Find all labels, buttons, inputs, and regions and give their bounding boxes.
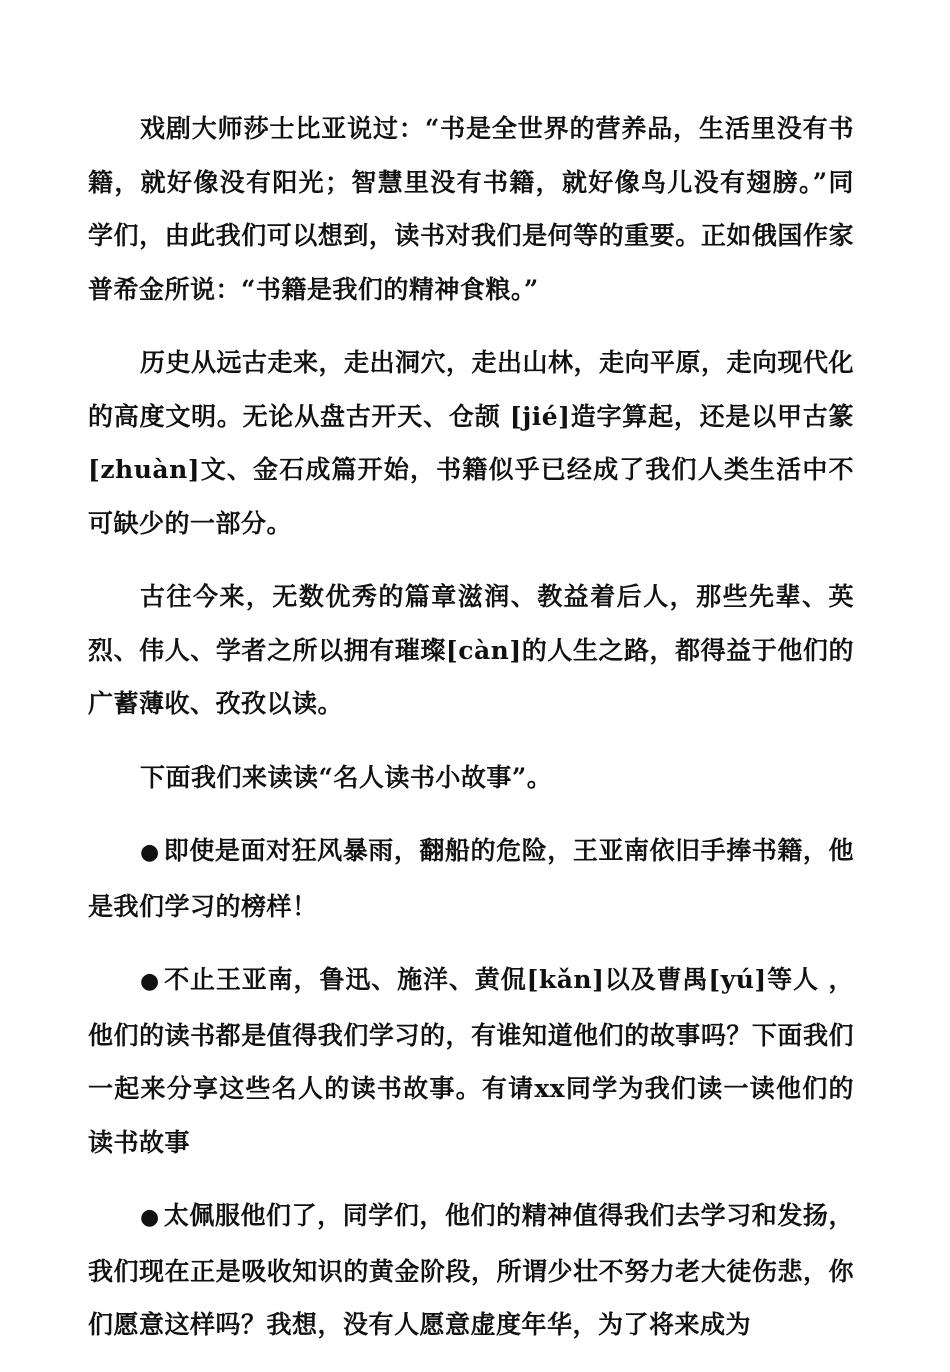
paragraph-stories-intro: 下面我们来读读“名人读书小故事”。: [140, 762, 553, 792]
document-body: [88, 102, 854, 1372]
bullet-learn-spirit: ● 太佩服他们了，同学们，他们的精神值得我们去学习和发扬，我们现在正是吸收知识的黄金阶段，所谓少壮不努力老大徒伤悲，你们愿意这样吗？我想，没有人愿意虚度年华，为了将来成为: [88, 1189, 854, 1352]
paragraph-shakespeare-quote: 戏剧大师莎士比亚说过：“书是全世界的营养品，生活里没有书籍，就好像没有阳光；智慧里没有书籍，就好像鸟儿没有翅膀。”同学们，由此我们可以想到，读书对我们是何等的重要。正如俄国作家普希金所说：“书籍是我们的精神食粮。”: [88, 114, 854, 304]
paragraph-history-of-books: 历史从远古走来，走出洞穴，走出山林，走向平原，走向现代化的高度文明。无论从盘古开天、仓颉 [jié]造字算起，还是以甲古篆[zhuàn]文、金石成篇开始，书籍似乎已经成了我们人类生活中不可缺少的一部分。: [88, 348, 855, 538]
bullet-wang-yanan: ● 即使是面对狂风暴雨，翻船的危险，王亚南依旧手捧书籍，他是我们学习的榜样！: [88, 824, 854, 933]
bullet-famous-readers: ● 不止王亚南，鲁迅、施洋、黄侃[kǎn]以及曹禺[yú]等人 ，他们的读书都是值得我们学习的，有谁知道他们的故事吗？下面我们一起来分享这些名人的读书故事。有请xx同学为我们读一读他们的读书故事: [88, 953, 854, 1169]
paragraph-ancestors-reading: 古往今来，无数优秀的篇章滋润、教益着后人，那些先辈、英烈、伟人、学者之所以拥有璀璨[càn]的人生之路，都得益于他们的广蓄薄收、孜孜以读。: [88, 582, 854, 718]
